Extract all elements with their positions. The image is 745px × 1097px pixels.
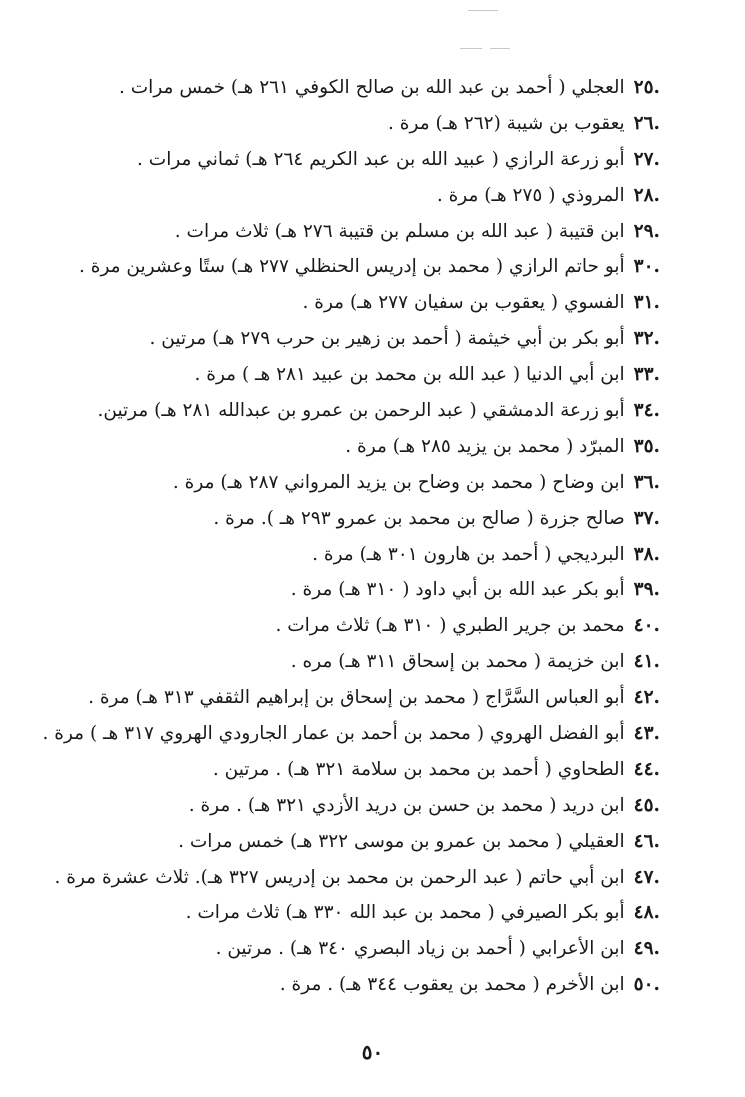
list-item bbox=[20, 537, 660, 573]
list-item bbox=[20, 285, 660, 321]
list-item bbox=[20, 214, 660, 250]
entry-number: ٤٩. bbox=[633, 938, 660, 960]
entry-number: ٤٦. bbox=[633, 830, 660, 852]
list-item bbox=[20, 860, 660, 896]
entry-number: ٣٠. bbox=[633, 256, 660, 278]
entry-text: صالح جزرة ( صالح بن محمد بن عمرو ٢٩٣ هـ ). مرة . bbox=[213, 507, 625, 529]
entry-text: ابن خزيمة ( محمد بن إسحاق ٣١١ هـ) مره . bbox=[290, 651, 625, 673]
entry-text: المروذي ( ٢٧٥ هـ) مرة . bbox=[436, 184, 625, 206]
entry-text: المبرّد ( محمد بن يزيد ٢٨٥ هـ) مرة . bbox=[345, 435, 625, 457]
list-item bbox=[20, 752, 660, 788]
entry-number: ٤٥. bbox=[633, 794, 660, 816]
list-item bbox=[20, 608, 660, 644]
entry-number: ٢٦. bbox=[633, 112, 660, 134]
list-item bbox=[20, 644, 660, 680]
list-item bbox=[20, 572, 660, 608]
entry-text: أبو بكر بن أبي خيثمة ( أحمد بن زهير بن حرب ٢٧٩ هـ) مرتين . bbox=[149, 328, 625, 350]
entry-number: ٣٧. bbox=[633, 507, 660, 529]
entry-number: ٤٠. bbox=[633, 615, 660, 637]
list-item bbox=[20, 788, 660, 824]
entry-number: ٢٨. bbox=[633, 184, 660, 206]
list-item bbox=[20, 142, 660, 178]
entry-number: ٢٩. bbox=[633, 220, 660, 242]
list-item bbox=[20, 680, 660, 716]
entry-text: ابن الأعرابي ( أحمد بن زياد البصري ٣٤٠ هـ) . مرتين . bbox=[215, 938, 625, 960]
entry-text: العجلي ( أحمد بن عبد الله بن صالح الكوفي ٢٦١ هـ) خمس مرات . bbox=[119, 77, 625, 98]
list-item bbox=[20, 357, 660, 393]
entry-text: البرديجي ( أحمد بن هارون ٣٠١ هـ) مرة . bbox=[312, 543, 625, 565]
list-item bbox=[20, 931, 660, 967]
entry-number: ٣٥. bbox=[633, 435, 660, 457]
entry-number: ٣١. bbox=[633, 292, 660, 314]
list-item bbox=[20, 465, 660, 501]
list-item bbox=[20, 393, 660, 429]
entry-number: ٣٤. bbox=[633, 400, 660, 422]
entry-text: ابن أبي حاتم ( عبد الرحمن بن محمد بن إدريس ٣٢٧ هـ). ثلاث عشرة مرة . bbox=[54, 866, 625, 888]
entry-number: ٣٨. bbox=[633, 543, 660, 565]
entry-text: أبو حاتم الرازي ( محمد بن إدريس الحنظلي ٢٧٧ هـ) ستًا وعشرين مرة . bbox=[78, 256, 625, 278]
list-item bbox=[20, 501, 660, 537]
entry-text: الطحاوي ( أحمد بن محمد بن سلامة ٣٢١ هـ) . مرتين . bbox=[212, 758, 625, 780]
entry-number: ٢٥. bbox=[633, 77, 660, 98]
entry-text: يعقوب بن شيبة (٢٦٢ هـ) مرة . bbox=[388, 112, 625, 134]
entry-number: ٣٦. bbox=[633, 471, 660, 493]
list-item bbox=[20, 967, 660, 1003]
entry-number: ٣٣. bbox=[633, 364, 660, 386]
entry-text: أبو زرعة الدمشقي ( عبد الرحمن بن عمرو بن عبدالله ٢٨١ هـ) مرتين. bbox=[97, 400, 625, 422]
list-item bbox=[20, 429, 660, 465]
entry-number: ٢٧. bbox=[633, 148, 660, 170]
entry-text: أبو الفضل الهروي ( محمد بن أحمد بن عمار الجارودي الهروي ٣١٧ هـ ) مرة . bbox=[42, 723, 625, 745]
entry-number: ٣٩. bbox=[633, 579, 660, 601]
entry-text: العقيلي ( محمد بن عمرو بن موسى ٣٢٢ هـ) خمس مرات . bbox=[178, 830, 625, 852]
list-item bbox=[20, 70, 660, 106]
page-number: ٥٠ bbox=[361, 1040, 384, 1064]
list-item bbox=[20, 178, 660, 214]
list-item bbox=[20, 106, 660, 142]
entry-number: ٤٣. bbox=[633, 723, 660, 745]
scan-marks bbox=[460, 10, 530, 52]
entry-number: ٤٢. bbox=[633, 687, 660, 709]
entry-number: ٥٠. bbox=[633, 974, 660, 996]
list-item bbox=[20, 716, 660, 752]
entry-text: أبو زرعة الرازي ( عبيد الله بن عبد الكريم ٢٦٤ هـ) ثماني مرات . bbox=[137, 148, 625, 170]
entry-text: أبو بكر عبد الله بن أبي داود ( ٣١٠ هـ) مرة . bbox=[290, 579, 625, 601]
list-item bbox=[20, 249, 660, 285]
entry-text: أبو بكر الصيرفي ( محمد بن عبد الله ٣٣٠ هـ) ثلاث مرات . bbox=[185, 902, 625, 924]
entry-text: ابن أبي الدنيا ( عبد الله بن محمد بن عبيد ٢٨١ هـ ) مرة . bbox=[194, 364, 625, 386]
entry-number: ٤١. bbox=[633, 651, 660, 673]
entry-text: ابن الأخرم ( محمد بن يعقوب ٣٤٤ هـ) . مرة . bbox=[279, 974, 625, 996]
list-item bbox=[20, 824, 660, 860]
entry-text: أبو العباس السَّرَّاج ( محمد بن إسحاق بن إبراهيم الثقفي ٣١٣ هـ) مرة . bbox=[88, 687, 625, 709]
list-item bbox=[20, 321, 660, 357]
list-item bbox=[20, 895, 660, 931]
entry-list bbox=[20, 70, 660, 1003]
entry-text: ابن وضاح ( محمد بن وضاح بن يزيد المرواني ٢٨٧ هـ) مرة . bbox=[172, 471, 625, 493]
entry-text: ابن دريد ( محمد بن حسن بن دريد الأزدي ٣٢١ هـ) . مرة . bbox=[188, 794, 625, 816]
entry-number: ٣٢. bbox=[633, 328, 660, 350]
entry-text: محمد بن جرير الطبري ( ٣١٠ هـ) ثلاث مرات . bbox=[275, 615, 625, 637]
entry-number: ٤٤. bbox=[633, 758, 660, 780]
entry-number: ٤٨. bbox=[633, 902, 660, 924]
entry-text: ابن قتيبة ( عبد الله بن مسلم بن قتيبة ٢٧٦ هـ) ثلاث مرات . bbox=[174, 220, 625, 242]
entry-number: ٤٧. bbox=[633, 866, 660, 888]
entry-text: الفسوي ( يعقوب بن سفيان ٢٧٧ هـ) مرة . bbox=[302, 292, 625, 314]
